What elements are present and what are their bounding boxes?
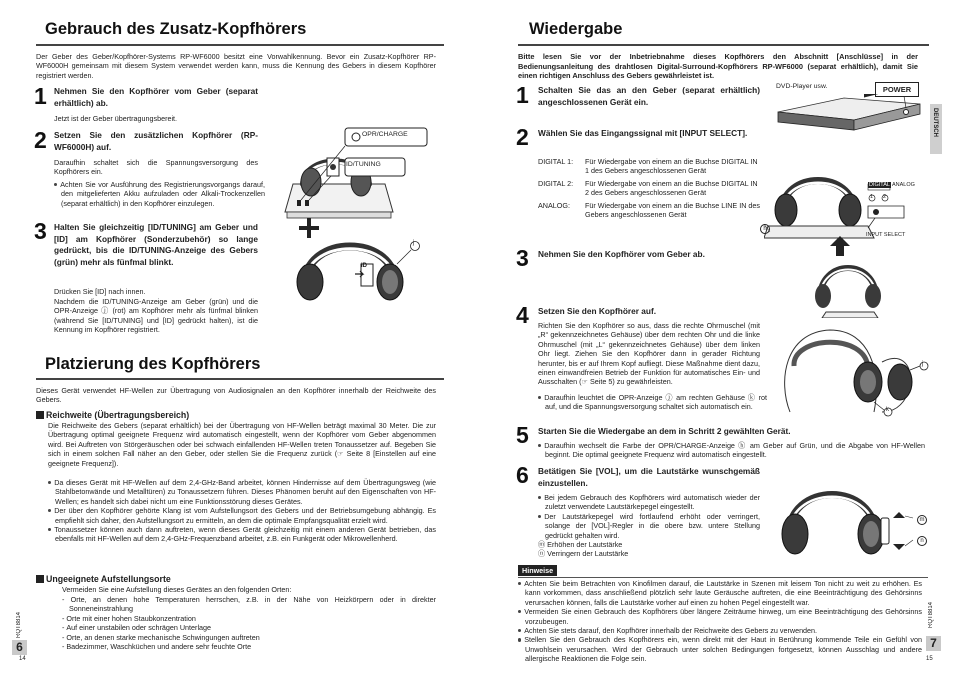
range-text: Die Reichweite des Gebers (separat erhältlich) bei der Übertragung von HF-Wellen beträgt maximal 30 Meter. Die zur Übertragung optimal geeignete Frequenz wird automatisch eingestellt, wenn der Kopfhörer vom Geber abgenommen wird. Bei Auftreten von Störgeräuschen oder bei schwach einfallenden HF-Wellen treten Tonaussetzer auf. Begeben Sie sich in einem solchen Fall näher an den Geber, oder stellen Sie die Frequenz zurück (☞ Seite 8 [Einstellen auf eine geeignete Frequenz]). xyxy=(48,421,436,468)
step-6-bullets xyxy=(538,493,760,559)
range-bullets xyxy=(48,478,436,544)
placement-intro: Dieses Gerät verwendet HF-Wellen zur Übertragung von Audiosignalen an den Kopfhörer innerhalb der Reichweite des Gebers. xyxy=(36,386,436,405)
power-label: POWER xyxy=(882,85,912,94)
page-number: 15 xyxy=(926,656,933,662)
step-title: Nehmen Sie den Kopfhörer vom Geber ab. xyxy=(538,249,705,259)
analog-label: ANALOG xyxy=(892,182,915,188)
bullet-icon xyxy=(538,496,541,499)
note-item xyxy=(518,626,922,635)
list-item-text: Badezimmer, Waschküchen und andere sehr feuchte Orte xyxy=(66,642,252,652)
step-number: 5 xyxy=(516,422,529,448)
bullet-item xyxy=(538,393,767,412)
callout-j-label: j xyxy=(922,361,924,367)
page-number-box: 7 xyxy=(926,636,941,651)
bullet-icon xyxy=(518,610,521,613)
bullet-item xyxy=(54,180,265,208)
subheading-unsuitable-locations xyxy=(36,574,171,584)
language-label: DEUTSCH xyxy=(932,108,938,138)
notes-list xyxy=(518,579,922,664)
step-title: Betätigen Sie [VOL], um die Lautstärke wunschgemäß einzustellen. xyxy=(538,466,760,488)
bullet-item xyxy=(48,525,436,544)
bullet-text: Achten Sie vor Ausführung des Registrierungsvorgangs darauf, den mitgelieferten Akku aufzuladen oder Alkali-Trockenzellen (separat erhältlich) in den Kopfhörer einzulegen. xyxy=(60,180,265,208)
bullet-item xyxy=(48,478,436,506)
unsuitable-list xyxy=(62,595,436,651)
definition-row xyxy=(538,179,760,198)
bullet-icon xyxy=(48,481,51,484)
step-text: Jetzt ist der Geber übertragungsbereit. xyxy=(54,114,178,123)
bullet-icon xyxy=(48,509,51,512)
step-text-2: Nachdem die ID/TUNING-Anzeige am Geber (grün) und die OPR-Anzeige ⓙ (rot) am Kopfhörer mehr als fünfmal blinken (während Sie [ID/TUNING] und [ID] gedrückt halten), ist die Kennung im Kopfhörer registriert. xyxy=(54,297,258,335)
bullet-text: Der Lautstärkepegel wird fortlaufend erhöht oder verringert, solange der [VOL]-Regler in die obere bzw. untere Stellung gedrückt gehalten wird. xyxy=(544,511,760,540)
volume-headphone-figure xyxy=(775,460,925,560)
unsuitable-intro: Vermeiden Sie eine Aufstellung dieses Gerätes an den folgenden Orten: xyxy=(62,585,292,594)
list-item-text: Orte, an denen starke mechanische Schwingungen auftreten xyxy=(66,632,260,642)
transmitter-input-figure xyxy=(764,162,924,242)
input-select-label: INPUT SELECT xyxy=(866,232,906,238)
document-code: RQT8814 xyxy=(928,602,934,629)
definition-text: Für Wiedergabe von einem an die Buchse DIGITAL IN 2 des Gebers angeschlossenen Gerät xyxy=(585,178,758,198)
wearing-headphone-figure xyxy=(770,322,930,422)
subheading-text: Reichweite (Übertragungsbereich) xyxy=(46,410,190,420)
callout-h-label: h xyxy=(760,224,770,234)
square-bullet-icon xyxy=(36,575,44,583)
step-title: Schalten Sie das an den Geber (separat erhältlich) angeschlossenen Gerät ein. xyxy=(538,85,760,107)
subheading-text: Ungeeignete Aufstellungsorte xyxy=(46,574,171,584)
bullet-icon xyxy=(538,515,541,518)
list-item-text: Orte mit einer hohen Staubkonzentration xyxy=(66,613,196,623)
opr-charge-label: OPR/CHARGE xyxy=(362,131,408,138)
dvd-player-figure xyxy=(774,94,924,134)
note-text: Stellen Sie den Gebrauch des Kopfhörers ein, wenn direkt mit der Haut in Berührung kommende Teile ein Gefühl von Unwohlsein verursachen. Wird der Gebrauch unter solchen Bedingungen fortgesetzt, können Ausschlag und andere allergische Reaktionen die Folge sein. xyxy=(524,635,922,664)
note-text: Achten Sie beim Betrachten von Kinofilmen darauf, die Lautstärke in Szenen mit leisem Ton nicht zu weit zu erhöhen. Es kann vorkommen, dass anschließend plötzlich sehr laute Geräusche auftreten, die eine Beeinträchtigung des Gehörsinns verursachen können, falls die Lautstärke vorher auf einen zu hohen Pegel eingestellt war. xyxy=(524,579,922,607)
page-number: 14 xyxy=(19,656,26,662)
intro-paragraph: Der Geber des Geber/Kopfhörer-Systems RP-WF6000 besitzt eine Vorwahlkennung. Bevor ein Zusatz-Kopfhörer RP-WF6000H gemeinsam mit diesem System verwendet werden kann, muss die Kennung des Gebers in diesem Kopfhörer registriert werden. xyxy=(36,52,436,80)
bullet-item xyxy=(538,441,925,460)
definition-text: Für Wiedergabe von einem an die Buchse LINE IN des Gebers angeschlossenen Gerät xyxy=(585,200,760,220)
bullet-item xyxy=(538,512,760,540)
list-item-text: Auf einer unstabilen oder schrägen Unterlage xyxy=(66,623,212,633)
notes-label: Hinweise xyxy=(518,565,557,576)
bullet-text: Der über den Kopfhörer gehörte Klang ist vom Aufstellungsort des Gebers und der Betriebsumgebung abhängig. Es empfiehlt sich daher, den Aufstellungsort zu ermitteln, an dem die optimale Empfangsqualität erzielt wird. xyxy=(54,506,436,525)
input-1-label: 1 xyxy=(870,194,874,200)
list-item: - Auf einer unstabilen oder schrägen Unterlage xyxy=(62,623,212,633)
id-button-label: ID xyxy=(361,263,367,269)
section-title-extra-headphones: Gebrauch des Zusatz-Kopfhörers xyxy=(45,20,307,38)
definition-row xyxy=(538,157,760,176)
section-title-placement: Platzierung des Kopfhörers xyxy=(45,355,261,373)
definition-term: DIGITAL 1: xyxy=(538,157,574,166)
definition-term: ANALOG: xyxy=(538,200,570,210)
step-text: Drücken Sie [ID] nach innen. xyxy=(54,287,146,296)
subheading-range xyxy=(36,410,189,420)
step-number: 2 xyxy=(516,124,529,150)
step-title: Setzen Sie den Kopfhörer auf. xyxy=(538,306,657,316)
volume-up-legend: ⓜ Erhöhen der Lautstärke xyxy=(538,540,623,550)
step-number: 2 xyxy=(34,127,47,153)
dvd-player-label: DVD-Player usw. xyxy=(776,83,828,90)
step-title: Wählen Sie das Eingangssignal mit [INPUT SELECT]. xyxy=(538,128,748,138)
step-title: Halten Sie gleichzeitig [ID/TUNING] am Geber und [ID] am Kopfhörer (Sonderzubehör) so lange gedrückt, bis die ID/TUNING-Anzeige des Gebers (grün) mehr als fünfmal blinkt. xyxy=(54,222,258,267)
bullet-text: Daraufhin wechselt die Farbe der OPR/CHARGE-Anzeige ⓗ am Geber auf Grün, und die Abgabe von HF-Wellen beginnt. Die optimal geeignete Frequenz wird automatisch eingestellt. xyxy=(544,441,925,460)
list-item: - Orte mit einer hohen Staubkonzentration xyxy=(62,613,196,623)
bullet-text: Tonaussetzer können auch dann auftreten, wenn dieses Gerät gleichzeitig mit einem anderen Gerät betrieben, das ebenfalls mit HF-Wellen auf dem 2,4-GHz-Frequenzband arbeitet, z.B. ein Funkgerät oder Mikrowellenherd. xyxy=(54,525,436,544)
title-rule xyxy=(36,44,444,46)
id-tuning-label: ID/TUNING xyxy=(346,161,381,168)
note-item xyxy=(518,607,922,626)
bullet-icon xyxy=(518,629,521,632)
step-title: Nehmen Sie den Kopfhörer vom Geber (separat erhältlich) ab. xyxy=(54,86,258,108)
volume-down-legend: ⓝ Verringern der Lautstärke xyxy=(538,549,629,559)
transmitter-figure xyxy=(265,124,445,304)
page-number-box: 6 xyxy=(12,640,27,655)
step-text: Richten Sie den Kopfhörer so aus, dass die rechte Ohrmuschel (mit „R“ gekennzeichnetes Gehäuse) über dem rechten Ohr und die linke Ohrmuschel (mit „L“ gekennzeichnetes Gehäuse) über dem linken Ohr liegt. Ziehen Sie den Kopfhörer dann in gerader Richtung herunter, bis er auf Ihrem Kopf aufliegt. Diese Maßnahme dient dazu, einen einwandfreien Betrieb der Funktion für automatisches Ein- und Ausschalten (☞ Seite 5) zu gewährleisten. xyxy=(538,321,760,387)
note-text: Vermeiden Sie einen Gebrauch des Kopfhörers über längere Zeiträume hinweg, um eine Beeinträchtigung des Gehörsinns vorzubeugen. xyxy=(524,607,922,626)
bullet-text: Bei jedem Gebrauch des Kopfhörers wird automatisch wieder der zuletzt verwendete Lautstärkepegel eingestellt. xyxy=(544,493,760,512)
title-rule xyxy=(518,44,929,46)
list-item: - Orte, an denen starke mechanische Schwingungen auftreten xyxy=(62,632,260,642)
step-number: 1 xyxy=(34,83,47,109)
step-number: 3 xyxy=(34,218,47,244)
title-rule xyxy=(36,378,444,380)
bullet-text: Da dieses Gerät mit HF-Wellen auf dem 2,4-GHz-Band arbeitet, können Hindernisse auf dem Übertragungsweg (wie Stahlbetonwände und Metalltüren) zu Tonaussetzern führen. Dieses Phänomen beruht auf den Eigenschaften von HF-Wellen; es handelt sich dabei nicht um eine Funktionsstörung dieses Gerätes. xyxy=(54,478,436,506)
bullet-icon xyxy=(518,638,521,641)
step-text: Daraufhin schaltet sich die Spannungsversorgung des Kopfhörers ein. xyxy=(54,158,258,177)
headphone-lift-figure xyxy=(810,232,890,318)
document-code: RQT8814 xyxy=(16,612,22,639)
definition-text: Für Wiedergabe von einem an die Buchse DIGITAL IN 1 des Gebers angeschlossenen Gerät xyxy=(585,157,758,176)
bullet-text: Daraufhin leuchtet die OPR-Anzeige ⓙ am rechten Gehäuse ⓚ rot auf, und die Spannungsversorgung schaltet sich automatisch ein. xyxy=(544,393,767,412)
bullet-icon xyxy=(54,183,57,186)
step-title: Starten Sie die Wiedergabe an dem in Schritt 2 gewählten Gerät. xyxy=(538,426,791,436)
step-number: 1 xyxy=(516,82,529,108)
definition-row xyxy=(538,201,760,220)
step-number: 6 xyxy=(516,462,529,488)
list-item: - Orte, an denen hohe Temperaturen herrschen, z.B. in der Nähe von Heizkörpern oder in direkter Sonneneinstrahlung xyxy=(62,595,437,614)
bullet-icon xyxy=(518,582,521,585)
step-number: 4 xyxy=(516,302,529,328)
step-title: Setzen Sie den zusätzlichen Kopfhörer (RP-WF6000H) auf. xyxy=(54,130,258,152)
list-item-text: Orte, an denen hohe Temperaturen herrschen, z.B. in der Nähe von Heizkörpern oder in direkter Sonneneinstrahlung xyxy=(69,595,437,614)
callout-k-label: k xyxy=(886,407,889,413)
callout-j-label: j xyxy=(413,240,415,246)
input-2-label: 2 xyxy=(883,194,887,200)
bullet-item xyxy=(48,506,436,525)
square-bullet-icon xyxy=(36,411,44,419)
callout-m-label: m xyxy=(917,515,927,525)
bullet-icon xyxy=(48,528,51,531)
callout-n-label: n xyxy=(917,536,927,546)
bullet-icon xyxy=(538,396,541,399)
playback-intro: Bitte lesen Sie vor der Inbetriebnahme dieses Kopfhörers den Abschnitt [Anschlüsse] in der Bedienungsanleitung des drahtlosen Digital-Surround-Kopfhörers RP-WF6000 (separat erhältlich), damit Sie einen richtigen Anschluss des Gebers gewährleistet ist. xyxy=(518,52,918,81)
note-item xyxy=(518,635,922,663)
section-title-playback: Wiedergabe xyxy=(529,20,623,38)
note-item xyxy=(518,579,922,607)
note-text: Achten Sie stets darauf, den Kopfhörer innerhalb der Reichweite des Gebers zu verwenden. xyxy=(524,626,818,636)
notes-rule xyxy=(518,577,928,578)
list-item: - Badezimmer, Waschküchen und andere sehr feuchte Orte xyxy=(62,642,252,652)
digital-label: DIGITAL xyxy=(869,182,890,188)
step-number: 3 xyxy=(516,245,529,271)
input-definitions xyxy=(538,157,760,219)
definition-term: DIGITAL 2: xyxy=(538,178,574,188)
bullet-item xyxy=(538,493,760,512)
bullet-icon xyxy=(538,444,541,447)
